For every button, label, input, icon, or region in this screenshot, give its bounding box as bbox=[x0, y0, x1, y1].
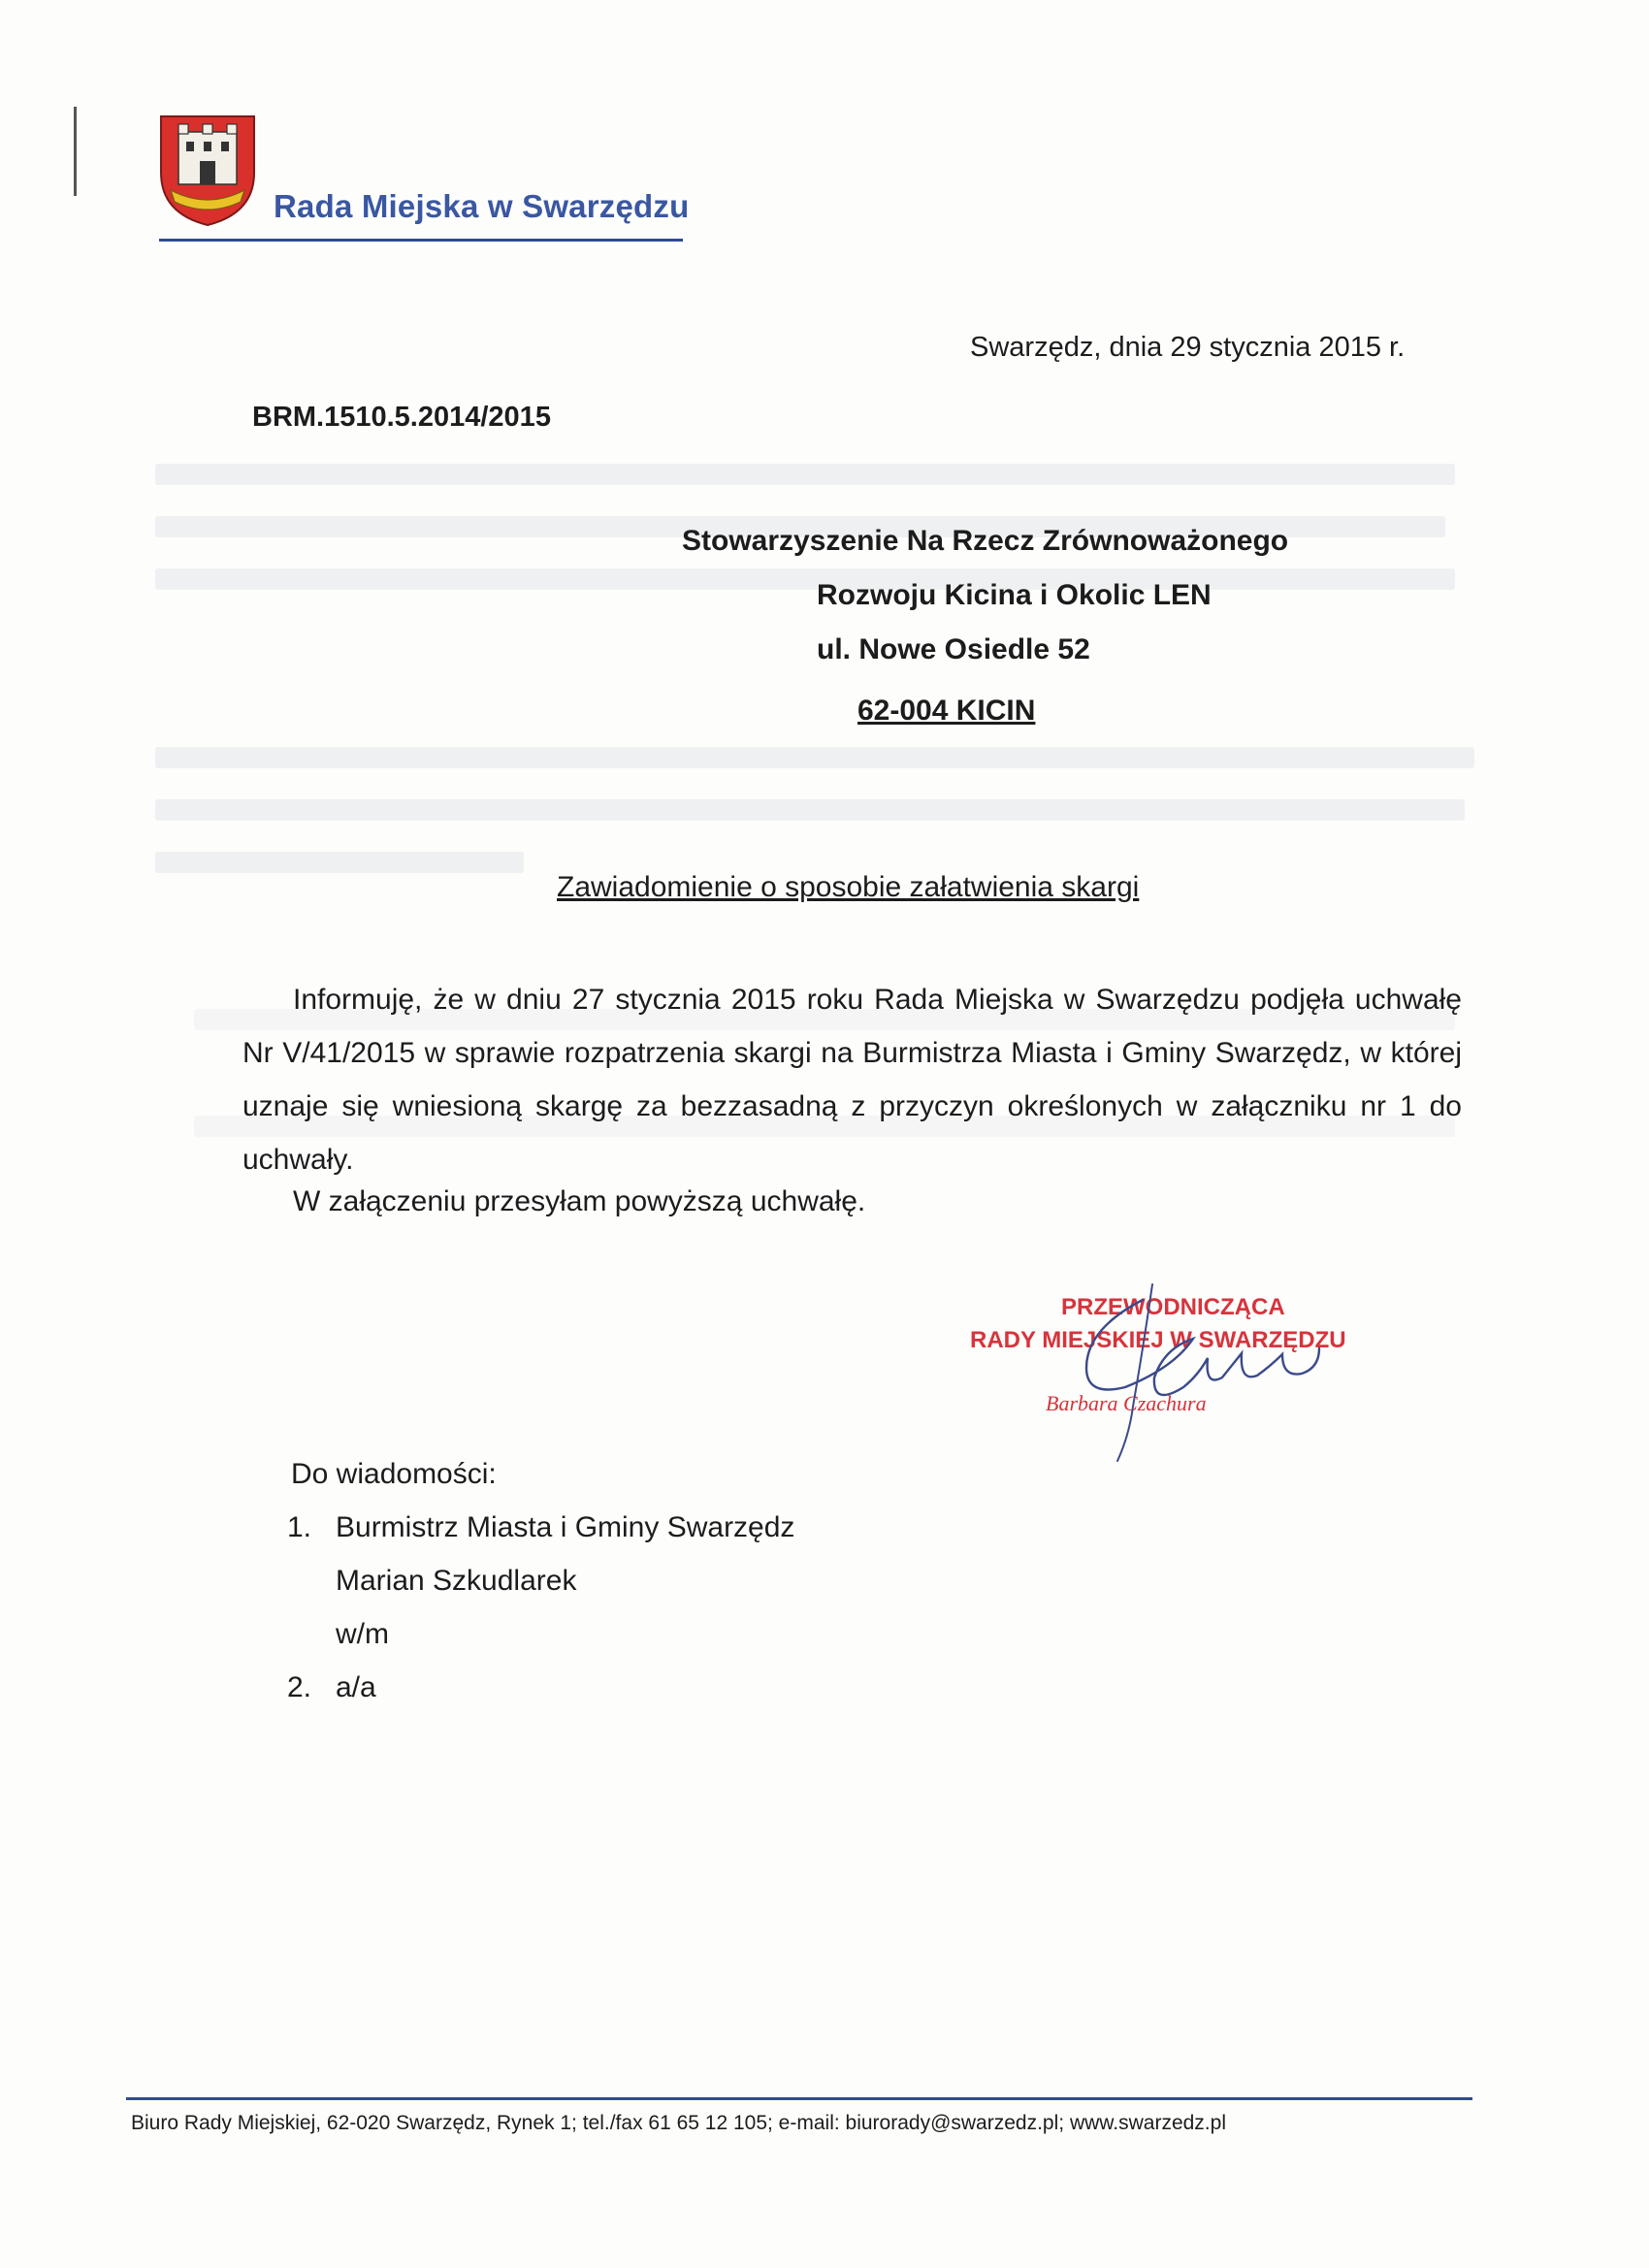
recipient-line-1: Stowarzyszenie Na Rzecz Zrównoważonego bbox=[682, 525, 1289, 557]
footer-divider bbox=[126, 2097, 1472, 2100]
show-through-mark bbox=[155, 568, 1455, 590]
stamp-body: RADY MIEJSKIEJ W SWARZĘDZU bbox=[970, 1327, 1346, 1353]
distribution-item-line: a/a bbox=[336, 1671, 376, 1703]
header-divider bbox=[159, 239, 683, 242]
distribution-item-line: Burmistrz Miasta i Gminy Swarzędz bbox=[336, 1511, 795, 1543]
stamp-name: Barbara Czachura bbox=[1046, 1391, 1207, 1415]
show-through-mark bbox=[155, 799, 1465, 821]
distribution-item-number: 2. bbox=[287, 1671, 312, 1703]
distribution-item-line: Marian Szkudlarek bbox=[336, 1565, 577, 1597]
recipient-line-3: ul. Nowe Osiedle 52 bbox=[817, 633, 1090, 665]
show-through-mark bbox=[155, 852, 524, 873]
scan-edge-mark bbox=[74, 107, 77, 196]
show-through-mark bbox=[155, 747, 1474, 768]
footer-contact: Biuro Rady Miejskiej, 62-020 Swarzędz, Rynek 1; tel./fax 61 65 12 105; e-mail: biurorady@swarzedz.pl; www.swarzedz.pl bbox=[131, 2112, 1226, 2134]
distribution-item-number: 1. bbox=[287, 1511, 312, 1543]
council-name: Rada Miejska w Swarzędzu bbox=[274, 188, 690, 224]
stamp-title: PRZEWODNICZĄCA bbox=[1061, 1294, 1285, 1320]
enclosure-note: W załączeniu przesyłam powyższą uchwałę. bbox=[293, 1185, 866, 1217]
subject-heading: Zawiadomienie o sposobie załatwienia skargi bbox=[557, 871, 1140, 903]
handwritten-signature bbox=[1028, 1261, 1339, 1465]
recipient-line-2: Rozwoju Kicina i Okolic LEN bbox=[817, 579, 1212, 611]
reference-number: BRM.1510.5.2014/2015 bbox=[252, 402, 551, 433]
body-paragraph bbox=[242, 973, 1462, 1186]
distribution-item-line: w/m bbox=[336, 1618, 389, 1650]
distribution-label: Do wiadomości: bbox=[291, 1458, 497, 1490]
date-line: Swarzędz, dnia 29 stycznia 2015 r. bbox=[970, 332, 1406, 363]
show-through-mark bbox=[155, 464, 1455, 485]
body-paragraph-text: Informuję, że w dniu 27 stycznia 2015 roku Rada Miejska w Swarzędzu podjęła uchwałę Nr V/41/2015 w sprawie rozpatrzenia skargi na Burmistrza Miasta i Gminy Swarzędz, w której uznaje się wniesioną skargę za bezzasadną z przyczyn określonych w załączniku nr 1 do uchwały. bbox=[242, 984, 1462, 1176]
recipient-postal-code: 62-004 KICIN bbox=[857, 695, 1036, 727]
city-crest-icon bbox=[157, 113, 258, 227]
